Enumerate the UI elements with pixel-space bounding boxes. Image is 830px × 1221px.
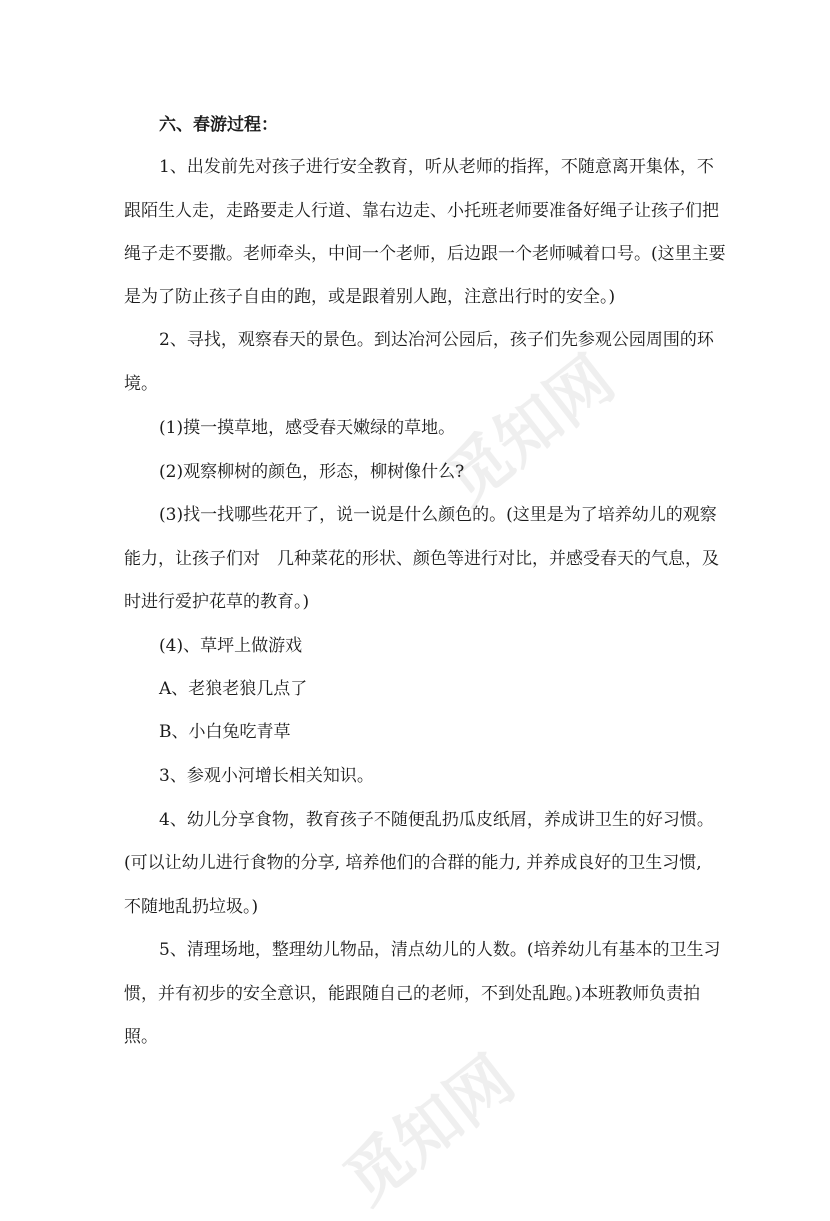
paragraph-line: 照。 (124, 1027, 158, 1047)
list-item: B、小白兔吃青草 (159, 722, 291, 742)
paragraph-line: 3、参观小河增长相关知识。 (159, 766, 374, 786)
paragraph-line: (3)找一找哪些花开了，说一说是什么颜色的。(这里是为了培养幼儿的观察 (159, 505, 717, 525)
watermark: 觅知网 (331, 1042, 529, 1219)
paragraph-line: 时进行爱护花草的教育。) (124, 592, 310, 612)
section-heading: 六、春游过程： (159, 115, 278, 135)
paragraph-line: 能力，让孩子们对 几种菜花的形状、颜色等进行对比，并感受春天的气息，及 (124, 549, 719, 569)
paragraph-line: 是为了防止孩子自由的跑，或是跟着别人跑，注意出行时的安全。) (124, 287, 616, 307)
paragraph-line: 4、幼儿分享食物，教育孩子不随便乱扔瓜皮纸屑，养成讲卫生的好习惯。 (159, 810, 714, 830)
paragraph-line: (2)观察柳树的颜色，形态，柳树像什么? (159, 462, 465, 482)
list-item: A、老狼老狼几点了 (159, 679, 308, 699)
paragraph-line: 绳子走不要撒。老师牵头，中间一个老师，后边跟一个老师喊着口号。(这里主要 (124, 244, 726, 264)
paragraph-line: 1、出发前先对孩子进行安全教育，听从老师的指挥，不随意离开集体，不 (159, 157, 714, 177)
paragraph-line: 5、清理场地，整理幼儿物品，清点幼儿的人数。(培养幼儿有基本的卫生习 (159, 940, 721, 960)
paragraph-line: (可以让幼儿进行食物的分享, 培养他们的合群的能力, 并养成良好的卫生习惯, (124, 853, 702, 873)
paragraph-line: (4)、草坪上做游戏 (159, 636, 303, 656)
paragraph-line: 跟陌生人走，走路要走人行道、靠右边走、小托班老师要准备好绳子让孩子们把 (124, 201, 719, 221)
paragraph-line: (1)摸一摸草地，感受春天嫩绿的草地。 (159, 418, 456, 438)
paragraph-line: 2、寻找，观察春天的景色。到达冶河公园后，孩子们先参观公园周围的环 (159, 330, 714, 350)
paragraph-line: 惯，并有初步的安全意识，能跟随自己的老师，不到处乱跑。)本班教师负责拍 (124, 984, 701, 1004)
paragraph-line: 不随地乱扔垃圾。) (124, 897, 259, 917)
watermark: 觅知网 (431, 342, 629, 519)
paragraph-line: 境。 (124, 374, 158, 394)
